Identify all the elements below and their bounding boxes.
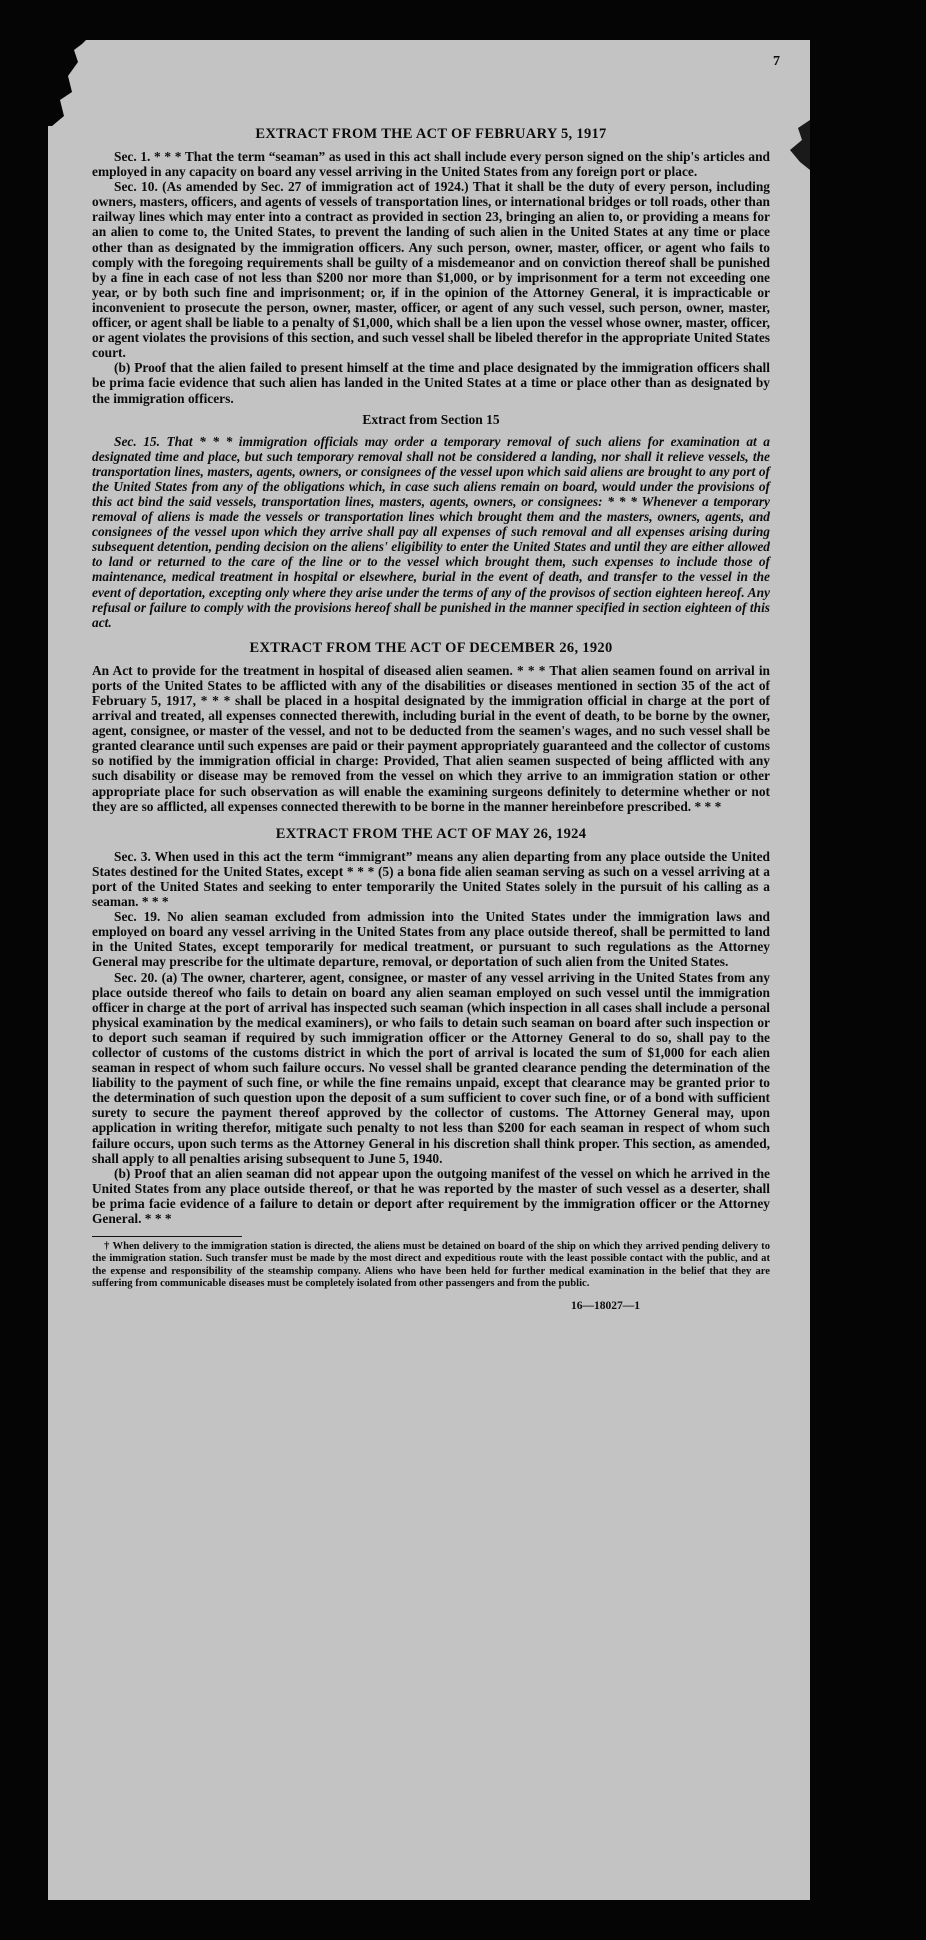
sec-10-b-paragraph: (b) Proof that the alien failed to present himself at the time and place designated by the immigration officers shall be prima facie evidence that such alien has landed in the United States at a time or place other than as designated by the immigration officers. [92, 360, 770, 406]
sec-20-a-paragraph: Sec. 20. (a) The owner, charterer, agent, consignee, or master of any vessel arriving in the United States from any place outside thereof who fails to detain on board any alien seaman employed on such vessel until the immigration officer in charge at the port of arrival has inspected such seaman (which inspection in all cases shall include a personal physical examination by the medical examiners), or who fails to detain such seaman on board after such inspection or to deport such seaman if required by such immigration officer or the Attorney General to do so, shall pay to the collector of customs of the customs district in which the port of arrival is located the sum of $1,000 for each alien seaman in respect of whom such failure occurs. No vessel shall be granted clearance pending the determination of the liability to the payment of such fine, or while the fine remains unpaid, except that clearance may be granted prior to the determination of such question upon the deposit of a sum sufficient to cover such fine, or of a bond with sufficient surety to secure the payment thereof approved by the collector of customs. The Attorney General may, upon application in writing therefor, mitigate such penalty to not less than $200 for each seaman in respect of whom such failure occurs, upon such terms as the Attorney General in his discretion shall think proper. This section, as amended, shall apply to all penalties arising subsequent to June 5, 1940. [92, 969, 770, 1166]
act-1917-heading: EXTRACT FROM THE ACT OF FEBRUARY 5, 1917 [255, 126, 607, 142]
form-code: 16—18027—1 [571, 1299, 640, 1312]
sec-3-paragraph: Sec. 3. When used in this act the term “immigrant” means any alien departing from any place outside the United States destined for the United States, except * * * (5) a bona fide alien seaman serving as such on a vessel arriving at a port of the United States and seeking to enter temporarily the United States solely in the pursuit of his calling as a seaman. * * * [92, 848, 770, 910]
act-1920-heading: EXTRACT FROM THE ACT OF DECEMBER 26, 1920 [249, 639, 613, 656]
document-page [48, 40, 810, 1900]
sec-15-paragraph: Sec. 15. That * * * immigration officials may order a temporary removal of such aliens for examination at a designated time and place, but such temporary removal shall not be considered a landing, nor shall it relieve vessels, the transportation lines, masters, agents, owners, or consignees of the vessel upon which said aliens are brought to any port of the United States from any of the obligations which, in case such aliens remain on board, would under the provisions of this act bind the said vessels, transportation lines, masters, agents, owners, or consignees: * * * Whenever a temporary removal of aliens is made the vessels or transportation lines which brought them and the masters, owners, agents, and consignees of the vessel upon which they arrive shall pay all expenses of such removal and all expenses arising during subsequent detention, pending decision on the aliens' eligibility to enter the United States and until they are either allowed to land or returned to the care of the line or to the vessel which brought them, such expenses to include those of maintenance, medical treatment in hospital or elsewhere, burial in the event of death, and transfer to the vessel in the event of deportation, excepting only where they arise under the terms of any of the provisos of section eighteen hereof. Any refusal or failure to comply with the provisions hereof shall be punished in the manner specified in section eighteen of this act. [92, 433, 770, 630]
act-1924-section [92, 826, 770, 1226]
torn-corner-mark [48, 40, 90, 126]
act-1920-section [92, 640, 770, 814]
act-1917-section [92, 126, 770, 406]
page-smudge-mark [780, 110, 810, 180]
sec-10-paragraph: Sec. 10. (As amended by Sec. 27 of immigration act of 1924.) That it shall be the duty of every person, including owners, masters, officers, and agents of vessels of transportation lines, or international bridges or toll roads, other than railway lines which may enter into a contract as provided in section 23, bringing an alien to, or providing a means for an alien to come to, the United States, to prevent the landing of such alien in the United States at any time or place other than as designated by the immigration officers. Any such person, owner, master, officer, or agent who fails to comply with the foregoing requirements shall be guilty of a misdemeanor and on conviction thereof shall be punished by a fine in each case of not less than $200 nor more than $1,000, or by imprisonment for a term not exceeding one year, or by both such fine and imprisonment; or, if in the opinion of the Attorney General, it is impracticable or inconvenient to prosecute the person, owner, master, officer, or agent of any such vessel, such person, owner, master, officer, or agent shall be liable to a penalty of $1,000, which shall be a lien upon the vessel whose owner, master, officer, or agent violates the provisions of this section, and such vessel shall be libeled therefor in the appropriate United States court. [92, 179, 770, 361]
act-1920-paragraph: An Act to provide for the treatment in hospital of diseased alien seamen. * * * That alien seamen found on arrival in ports of the United States to be afflicted with any of the disabilities or diseases mentioned in section 35 of the act of February 5, 1917, * * * shall be placed in a hospital designated by the immigration official in charge at the port of arrival and treated, all expenses connected therewith, including burial in the event of death, to be borne by the owner, agent, consignee, or master of the vessel, and not to be deducted from the seamen's wages, and no such vessel shall be granted clearance until such expenses are paid or their payment appropriately guaranteed and the collector of customs so notified by the immigration official in charge: Provided, That alien seamen suspected of being afflicted with any such disability or disease may be removed from the vessel on which they arrive to an immigration station or other appropriate place for such observation as will enable the examining surgeons definitely to determine whether or not they are so afflicted, all expenses connected therewith to be borne in the manner hereinbefore prescribed. * * * [92, 662, 770, 814]
footnote-divider [92, 1236, 242, 1237]
page-mark: 7 [773, 54, 780, 69]
act-1924-heading: EXTRACT FROM THE ACT OF MAY 26, 1924 [275, 825, 587, 842]
section-15-heading: Extract from Section 15 [362, 411, 500, 427]
section-15-extract [92, 412, 770, 630]
sec-19-paragraph: Sec. 19. No alien seaman excluded from admission into the United States under the immigration laws and employed on board any vessel arriving in the United States from any place outside thereof, shall be permitted to land in the United States, except temporarily for medical treatment, or pursuant to such regulations as the Attorney General may prescribe for the ultimate departure, removal, or deportation of such alien from the United States. [92, 909, 770, 970]
sec-1-paragraph: Sec. 1. * * * That the term “seaman” as used in this act shall include every person signed on the ship's articles and employed in any capacity on board any vessel arriving in the United States from any foreign port or place. [92, 149, 770, 180]
sec-20-b-paragraph: (b) Proof that an alien seaman did not appear upon the outgoing manifest of the vessel on which he arrived in the United States from any place outside thereof, or that he was reported by the master of such vessel as a deserter, shall be prima facie evidence of a failure to detain or deport after requirement by the immigration officer or the Attorney General. * * * [92, 1165, 770, 1226]
footnote: † When delivery to the immigration station is directed, the aliens must be detained on board of the ship on which they arrived pending delivery to the immigration station. Such transfer must be made by the most direct and expeditious route with the least possible contact with the public, and at the expense and responsibility of the steamship company. Aliens who have been held for further medical examination in the belief that they are suffering from communicable diseases must be completely isolated from other passengers and from the public. [92, 1241, 770, 1289]
